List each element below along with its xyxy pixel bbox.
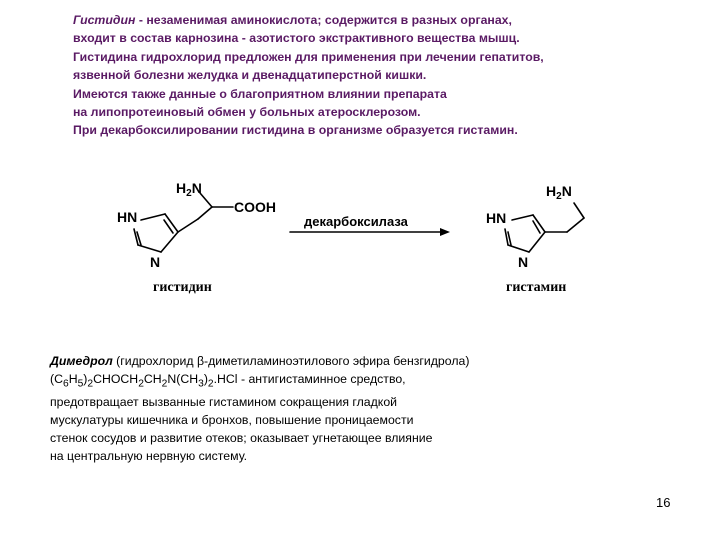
dimedrol-line-6: на центральную нервную систему. bbox=[50, 449, 248, 464]
histidine-ring-n-label: N bbox=[150, 254, 161, 270]
histidine-amine-sub: 2 bbox=[186, 188, 192, 199]
intro-line-2: входит в состав карнозина - азотистого экстрактивного вещества мышц. bbox=[73, 31, 520, 46]
dimedrol-line-1: Димедрол (гидрохлорид β-диметиламиноэтилового эфира бензгидрола) bbox=[50, 354, 470, 368]
histidine-ring-nh-label: HN bbox=[117, 209, 138, 225]
histidine-carboxyl-label: COOH bbox=[234, 199, 276, 215]
reaction-scheme bbox=[0, 160, 720, 310]
dimedrol-formula-line: $(C_6H_5)_2CHOCH_2CH_2N(CH_3)_2.HCl$ - антигистаминное средство, bbox=[50, 372, 406, 390]
histidine-amine-label bbox=[176, 180, 202, 199]
dimedrol-paragraph bbox=[50, 352, 610, 465]
reaction-arrow-head bbox=[440, 228, 450, 236]
arrow-label: декарбоксилаза bbox=[304, 214, 408, 229]
histamine-ring-n-label: N bbox=[518, 254, 529, 270]
histamine-side-chain bbox=[545, 203, 584, 232]
histamine-imidazole-ring bbox=[505, 215, 545, 252]
histamine-amine-h: H bbox=[546, 183, 557, 199]
histidine-imidazole-ring bbox=[134, 214, 178, 252]
page-number: 16 bbox=[656, 495, 671, 510]
intro-paragraph bbox=[73, 11, 703, 140]
intro-line-1: Гистидин - незаменимая аминокислота; содержится в разных органах, bbox=[73, 13, 512, 27]
histidine-amine-h: H bbox=[176, 180, 187, 196]
dimedrol-line-3: предотвращает вызванные гистамином сокращения гладкой bbox=[50, 395, 398, 410]
dimedrol-title: Димедрол bbox=[50, 354, 113, 368]
intro-line-5: Имеются также данные о благоприятном влиянии препарата bbox=[73, 86, 447, 101]
intro-line-3: Гистидина гидрохлорид предложен для применения при лечении гепатитов, bbox=[73, 49, 544, 64]
dimedrol-line-5: стенок сосудов и развитие отеков; оказывает угнетающее влияние bbox=[50, 431, 433, 446]
histamine-name: гистамин bbox=[506, 280, 567, 295]
histamine-ring-nh-label: HN bbox=[486, 210, 507, 226]
dimedrol-line-4: мускулатуры кишечника и бронхов, повышение проницаемости bbox=[50, 413, 414, 428]
histidine-name: гистидин bbox=[153, 280, 212, 295]
histamine-amine-label bbox=[546, 183, 572, 202]
intro-line-4: язвенной болезни желудка и двенадцатиперстной кишки. bbox=[73, 68, 427, 83]
intro-line-6: на липопротеиновый обмен у больных атеросклерозом. bbox=[73, 105, 421, 120]
histamine-amine-n: N bbox=[561, 183, 572, 199]
intro-title: Гистидин bbox=[73, 13, 136, 27]
histamine-amine-sub: 2 bbox=[556, 191, 562, 202]
intro-line-7: При декарбоксилировании гистидина в организме образуется гистамин. bbox=[73, 123, 518, 138]
histidine-amine-n: N bbox=[191, 180, 202, 196]
